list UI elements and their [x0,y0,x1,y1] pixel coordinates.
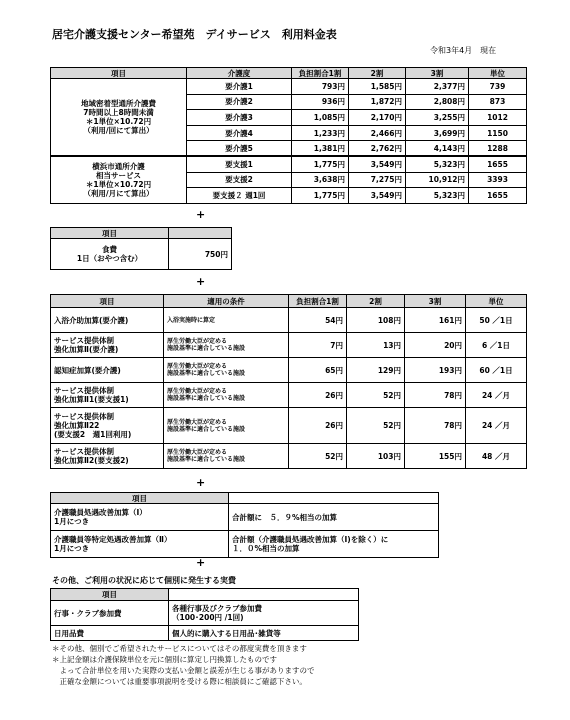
cell-line: 7時間以上8時間未満 [83,108,154,118]
cell-line: (要支援2 週1回利用) [54,430,132,439]
cell-ratio-3: 2,808円 [406,94,469,110]
add-header-condition: 適用の条件 [164,295,289,308]
addition-unit: 60 ／1日 [466,358,527,383]
notes [52,643,315,687]
addition-unit: 24 ／月 [466,383,527,408]
cell-line: 相当サービス [96,171,141,181]
addition-unit: 50 ／1日 [466,308,527,333]
cell-ratio-3: 3,699円 [406,125,469,141]
cell-ratio-1: 3,638円 [292,172,349,188]
plus-sign: + [196,275,206,288]
cell-care-level: 要介護3 [187,110,292,126]
cell-ratio-2: 3,549円 [349,188,406,204]
cell-line: 認知症加算(要介護) [54,365,121,375]
add-header-ratio-1: 負担割合1割 [289,295,347,308]
header-ratio-3: 3割 [406,68,469,79]
addition-ratio-1: 26円 [289,408,347,444]
cell-line: 合計額（介護職員処遇改善加算（Ⅰ)を除く）に [232,535,389,544]
other-desc [169,601,359,626]
other-header: 項目 [51,589,169,601]
table-row [51,358,527,383]
cell-unit: 1288 [469,141,527,157]
cell-line: 入浴介助加算(要介護) [54,315,129,325]
cell-ratio-2: 7,275円 [349,172,406,188]
cell-ratio-2: 1,585円 [349,79,406,95]
addition-ratio-2: 129円 [347,358,405,383]
cell-line: 施設基準に適合している施設 [167,425,246,433]
cell-ratio-1: 1,233円 [292,125,349,141]
addition-ratio-3: 161円 [405,308,466,333]
addition-ratio-2: 103円 [347,444,405,469]
cell-unit: 1012 [469,110,527,126]
plus-sign: + [196,208,206,221]
cell-ratio-3: 10,912円 [406,172,469,188]
addition-ratio-2: 52円 [347,383,405,408]
improvement-header-blank [229,493,439,504]
table-row [51,308,527,333]
cell-ratio-2: 3,549円 [349,156,406,172]
page-title: 居宅介護支援センター希望苑 デイサービス 利用料金表 [52,28,337,41]
cell-ratio-1: 793円 [292,79,349,95]
table-row [51,444,527,469]
cell-care-level: 要介護5 [187,141,292,157]
cell-ratio-3: 3,255円 [406,110,469,126]
cell-care-level: 要介護1 [187,79,292,95]
other-item: 行事・クラブ参加費 [51,601,169,626]
group-label [51,79,187,157]
cell-line: （100･200円 /1回) [172,613,244,622]
addition-ratio-1: 52円 [289,444,347,469]
addition-ratio-3: 20円 [405,333,466,358]
addition-condition [164,308,289,333]
improvement-header: 項目 [51,493,229,504]
cell-line: （利用/回にて算出） [83,126,154,136]
addition-item [51,444,164,469]
cell-line: 強化加算Ⅱ2(要支援2) [54,456,129,465]
table-row [51,504,439,531]
addition-condition [164,383,289,408]
cell-unit: 1655 [469,188,527,204]
cell-unit: 3393 [469,172,527,188]
cell-line: 地域密着型通所介護費 [81,99,156,109]
cell-care-level: 要支援2 [187,172,292,188]
cell-unit: 1655 [469,156,527,172]
table-row [51,408,527,444]
other-header-blank [169,589,359,601]
group-label [51,156,187,203]
addition-ratio-1: 54円 [289,308,347,333]
addition-ratio-1: 26円 [289,383,347,408]
addition-ratio-2: 52円 [347,408,405,444]
other-title: その他、ご利用の状況に応じて個別に発生する実費 [52,576,236,585]
table-row [51,79,527,95]
cell-line: （利用/月にて算出） [83,189,154,199]
plus-sign: + [196,556,206,569]
improvement-desc [229,531,439,558]
cell-ratio-1: 1,775円 [292,156,349,172]
cell-ratio-3: 4,143円 [406,141,469,157]
table-row [51,383,527,408]
meal-header: 項目 [51,228,169,239]
addition-ratio-1: 65円 [289,358,347,383]
addition-condition [164,358,289,383]
cell-line: ＊1単位×10.72円 [85,117,152,127]
header-unit: 単位 [469,68,527,79]
addition-ratio-1: 7円 [289,333,347,358]
addition-ratio-3: 78円 [405,408,466,444]
cell-line: 各種行事及びクラブ参加費 [172,604,262,613]
cell-line: サービス提供体制 [54,336,114,345]
addition-unit: 24 ／月 [466,408,527,444]
cell-line: ＊1単位×10.72円 [85,180,152,190]
cell-ratio-2: 1,872円 [349,94,406,110]
cell-ratio-3: 2,377円 [406,79,469,95]
note-line: よって合計単位を用いた実際の支払い金額と誤差が生じる事がありますので [52,666,315,675]
addition-unit: 48 ／月 [466,444,527,469]
cell-line: １．０%相当の加算 [232,544,300,553]
cell-line: 厚生労働大臣が定める [167,418,228,426]
table-row [51,626,359,641]
addition-ratio-2: 13円 [347,333,405,358]
meal-value: 750円 [169,239,232,270]
cell-line: 施設基準に適合している施設 [167,370,246,377]
other-cost-table [50,588,359,641]
cell-line: サービス提供体制 [54,447,114,456]
meal-header-blank [169,228,232,239]
add-header-ratio-2: 2割 [347,295,405,308]
add-header-ratio-3: 3割 [405,295,466,308]
note-line: ＊その他、個別でご希望されたサービスについてはその都度実費を頂きます [52,644,307,653]
addition-item [51,383,164,408]
add-header-unit: 単位 [466,295,527,308]
improvement-item [51,504,229,531]
cell-ratio-2: 2,170円 [349,110,406,126]
other-desc [169,626,359,641]
cell-line: 強化加算Ⅱ1(要支援1) [54,395,129,404]
cell-line: 1月につき [54,544,90,553]
table-row [51,531,439,558]
addition-item [51,358,164,383]
date-label: 令和3年4月 現在 [430,46,497,55]
additions-table [50,294,527,469]
cell-care-level: 要介護2 [187,94,292,110]
cell-care-level: 要支援２ 週1回 [187,188,292,204]
improvement-table [50,492,439,558]
addition-item [51,308,164,333]
improvement-desc [229,504,439,531]
cell-ratio-1: 1,381円 [292,141,349,157]
cell-line: サービス提供体制 [54,386,114,395]
cell-ratio-1: 1,085円 [292,110,349,126]
cell-line: 施設基準に適合している施設 [167,395,246,402]
cell-ratio-3: 5,323円 [406,188,469,204]
meal-label: 食費 1日（おやつ含む） [51,239,169,270]
base-fee-table [50,67,527,204]
table-row [51,156,527,172]
header-care-level: 介護度 [187,68,292,79]
addition-condition [164,408,289,444]
header-ratio-2: 2割 [349,68,406,79]
cell-line: 厚生労働大臣が定める [167,388,228,395]
cell-care-level: 要支援1 [187,156,292,172]
cell-unit: 739 [469,79,527,95]
cell-ratio-2: 2,762円 [349,141,406,157]
addition-unit: 6 ／1日 [466,333,527,358]
cell-care-level: 要介護4 [187,125,292,141]
improvement-item [51,531,229,558]
addition-item [51,408,164,444]
cell-line: 強化加算Ⅱ(要介護) [54,345,119,354]
addition-ratio-3: 193円 [405,358,466,383]
addition-condition [164,444,289,469]
addition-ratio-3: 78円 [405,383,466,408]
table-row [51,333,527,358]
cell-line: 個人的に購入する日用品･雑貨等 [172,628,281,638]
meal-fee-table [50,227,232,270]
cell-line: 合計額に ５．９%相当の加算 [232,512,338,522]
cell-line: サービス提供体制 [54,412,114,421]
header-ratio-1: 負担割合1割 [292,68,349,79]
cell-line: 入浴実施時に算定 [167,316,216,324]
cell-line: 厚生労働大臣が定める [167,338,228,345]
addition-item [51,333,164,358]
table-row [51,601,359,626]
header-item: 項目 [51,68,187,79]
addition-ratio-2: 108円 [347,308,405,333]
cell-line: 強化加算Ⅱ22 [54,421,100,430]
cell-line: 介護職員等特定処遇改善加算（Ⅱ） [54,535,172,544]
cell-ratio-1: 936円 [292,94,349,110]
cell-ratio-2: 2,466円 [349,125,406,141]
cell-unit: 873 [469,94,527,110]
addition-ratio-3: 155円 [405,444,466,469]
cell-line: 施設基準に適合している施設 [167,345,246,352]
other-item: 日用品費 [51,626,169,641]
cell-ratio-1: 1,775円 [292,188,349,204]
cell-line: 厚生労働大臣が定める [167,449,228,456]
cell-ratio-3: 5,323円 [406,156,469,172]
cell-unit: 1150 [469,125,527,141]
cell-line: 厚生労働大臣が定める [167,363,228,370]
add-header-item: 項目 [51,295,164,308]
cell-line: 横浜市通所介護 [92,162,145,172]
cell-line: 施設基準に適合している施設 [167,456,246,463]
note-line: ＊上記金額は介護保険単位を元に個別に算定し円換算したものです [52,655,277,664]
addition-condition [164,333,289,358]
note-line: 正確な金額については重要事項説明を受ける際に相談員にご確認下さい。 [52,677,307,686]
plus-sign: + [196,476,206,489]
cell-line: 1月につき [54,517,90,526]
cell-line: 介護職員処遇改善加算（Ⅰ） [54,508,147,517]
